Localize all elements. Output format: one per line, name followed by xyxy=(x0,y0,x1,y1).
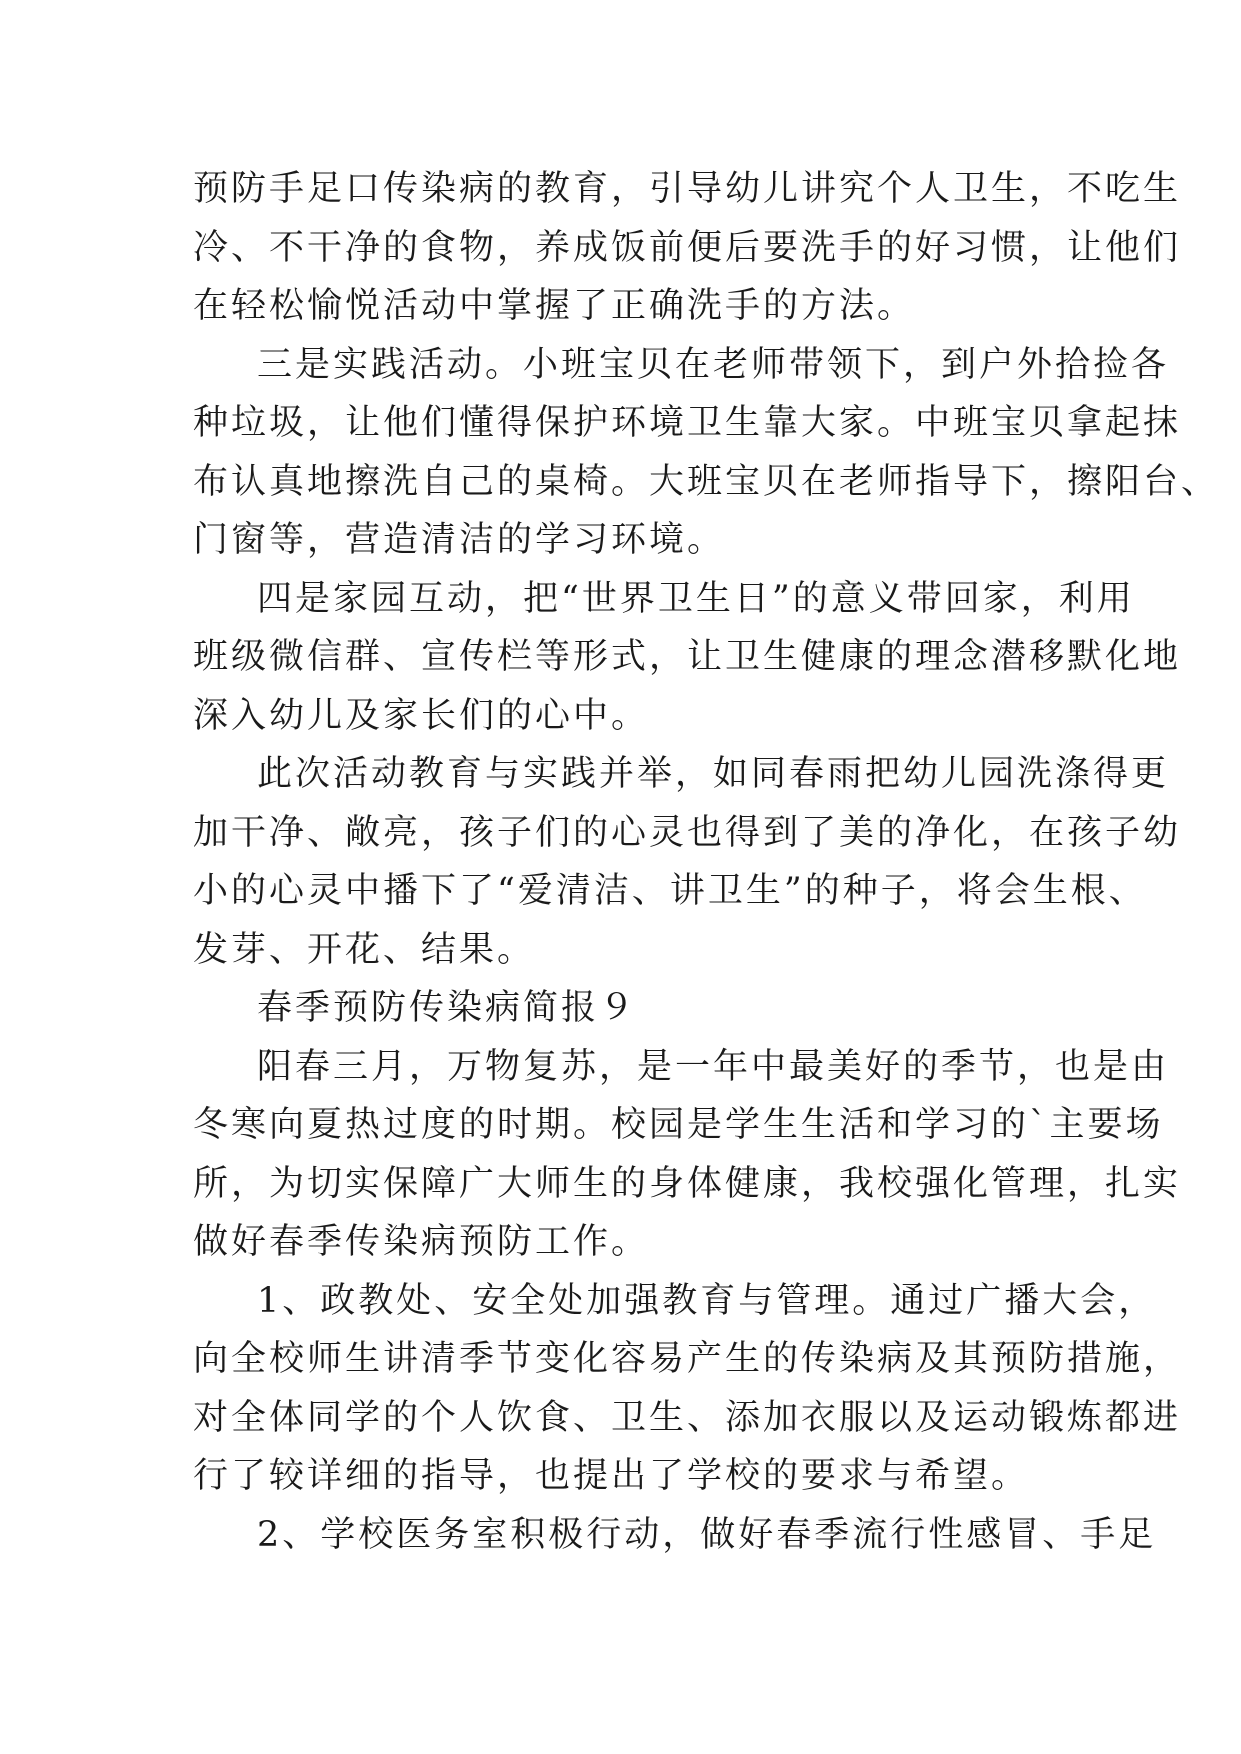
text-line: 冷、不干净的食物，养成饭前便后要洗手的好习惯，让他们 xyxy=(193,227,1182,268)
text-line: 种垃圾，让他们懂得保护环境卫生靠大家。中班宝贝拿起抹 xyxy=(193,403,1182,443)
text-line: 深入幼儿及家长们的心中。 xyxy=(193,695,650,736)
text-line: 冬寒向夏热过度的时期。校园是学生生活和学习的`主要场 xyxy=(193,1105,1164,1145)
text-line: 加干净、敞亮，孩子们的心灵也得到了美的净化，在孩子幼 xyxy=(193,812,1182,853)
text-line: 春季预防传染病简报９ xyxy=(257,988,638,1028)
text-line: 预防手足口传染病的教育，引导幼儿讲究个人卫生，不吃生 xyxy=(193,169,1182,209)
text-line: 在轻松愉悦活动中掌握了正确洗手的方法。 xyxy=(193,286,916,326)
text-line: 小的心灵中播下了“爱清洁、讲卫生”的种子，将会生根、 xyxy=(193,871,1147,911)
text-line: 向全校师生讲清季节变化容易产生的传染病及其预防措施， xyxy=(193,1339,1182,1379)
text-line: 阳春三月，万物复苏，是一年中最美好的季节，也是由 xyxy=(257,1046,1170,1087)
text-line: 门窗等，营造清洁的学习环境。 xyxy=(193,520,726,560)
document-body xyxy=(193,160,1220,1564)
text-line: 对全体同学的个人饮食、卫生、添加衣服以及运动锻炼都进 xyxy=(193,1397,1182,1438)
text-line: 所，为切实保障广大师生的身体健康，我校强化管理，扎实 xyxy=(193,1163,1182,1204)
text-line: 发芽、开花、结果。 xyxy=(193,929,536,970)
text-line: 1、政教处、安全处加强教育与管理。通过广播大会， xyxy=(257,1280,1157,1321)
text-line: 布认真地擦洗自己的桌椅。大班宝贝在老师指导下，擦阳台、 xyxy=(193,461,1220,502)
text-line: 班级微信群、宣传栏等形式，让卫生健康的理念潜移默化地 xyxy=(193,637,1182,677)
text-line: 此次活动教育与实践并举，如同春雨把幼儿园洗涤得更 xyxy=(257,754,1170,794)
text-line: 2、学校医务室积极行动，做好春季流行性感冒、手足 xyxy=(257,1514,1157,1555)
text-line: 行了较详细的指导，也提出了学校的要求与希望。 xyxy=(193,1456,1030,1496)
text-line: 三是实践活动。小班宝贝在老师带领下，到户外拾捡各 xyxy=(257,344,1170,385)
text-line: 四是家园互动，把“世界卫生日”的意义带回家，利用 xyxy=(257,578,1135,619)
text-line: 做好春季传染病预防工作。 xyxy=(193,1222,650,1262)
